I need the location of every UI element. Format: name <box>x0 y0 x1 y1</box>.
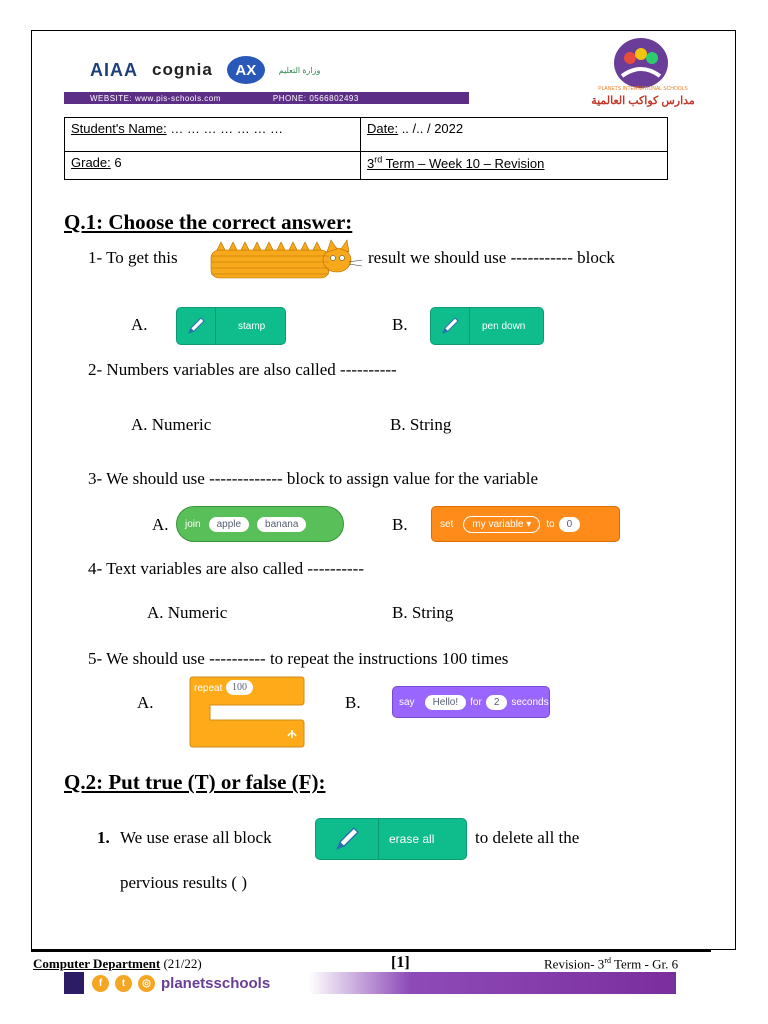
pen-icon <box>431 308 470 344</box>
join-apple-input[interactable]: apple <box>209 517 249 532</box>
stamp-block[interactable] <box>176 307 286 345</box>
footer-revision-suffix: Term - Gr. 6 <box>610 956 679 972</box>
aiaa-logo: AIAA <box>90 59 138 80</box>
q2-heading: Q.2: Put true (T) or false (F): <box>64 770 326 794</box>
website-text: WEBSITE: www.pis-schools.com <box>90 93 221 103</box>
q1-item3-option-b-label: B. <box>392 515 408 534</box>
q1-item2-option-a: A. Numeric <box>131 415 212 434</box>
say-message-input[interactable]: Hello! <box>425 695 467 710</box>
term-rest: Term – Week 10 – Revision <box>382 156 545 172</box>
set-to-label: to <box>546 518 555 530</box>
grade-label: Grade: <box>71 155 111 170</box>
student-name-label: Student's Name: <box>71 121 167 136</box>
q1-item4-option-b: B. String <box>392 603 454 622</box>
date-label: Date: <box>367 121 399 136</box>
social-bar <box>64 972 676 994</box>
stamped-cats-image <box>207 238 363 284</box>
repeat-block[interactable] <box>188 676 306 748</box>
instagram-icon[interactable]: ◎ <box>138 975 155 992</box>
q1-heading: Q.1: Choose the correct answer: <box>64 210 353 234</box>
social-bar-accent <box>64 972 84 994</box>
q1-item3-option-a-label: A. <box>152 515 169 534</box>
say-for-seconds-block[interactable] <box>392 686 550 718</box>
term-suffix: rd <box>374 155 383 165</box>
q1-item1-option-b-label: B. <box>392 315 408 334</box>
term-text <box>367 156 544 171</box>
say-for-label: for <box>470 696 482 708</box>
date-cell[interactable] <box>361 118 668 152</box>
grade-cell <box>65 152 361 180</box>
set-value-input[interactable]: 0 <box>559 517 581 532</box>
twitter-icon[interactable]: t <box>115 975 132 992</box>
pen-icon <box>316 819 379 859</box>
footer-dept-name: Computer Department <box>33 956 161 971</box>
term-cell <box>361 152 668 180</box>
contact-bar <box>64 92 469 104</box>
social-handle[interactable]: planetsschools <box>161 974 271 992</box>
footer-revision-sup: rd <box>604 956 611 965</box>
set-block-label: set <box>440 518 454 530</box>
q2-item1-prefix: We use erase all block <box>120 828 272 847</box>
pen-down-block[interactable] <box>430 307 544 345</box>
student-name-value: … … … … … … … <box>166 121 283 136</box>
say-seconds-label: seconds <box>511 696 549 708</box>
q1-item5-option-a-label: A. <box>137 693 154 712</box>
q1-item4-option-a: A. Numeric <box>147 603 228 622</box>
q2-item1-line2: pervious results ( ) <box>120 873 248 892</box>
say-seconds-input[interactable]: 2 <box>486 695 508 710</box>
q1-item1-suffix: result we should use ----------- block <box>368 248 615 267</box>
q1-item3: 3- We should use ------------- block to assign value for the variable <box>88 469 539 488</box>
q1-item1-option-a-label: A. <box>131 315 148 334</box>
grade-value: 6 <box>110 155 122 170</box>
school-logo-emblem <box>614 38 668 88</box>
q1-item2: 2- Numbers variables are also called ---------- <box>88 360 397 379</box>
erase-all-block[interactable] <box>315 818 467 860</box>
facebook-icon[interactable]: f <box>92 975 109 992</box>
q1-item5-option-b-label: B. <box>345 693 361 712</box>
q2-item1-suffix: to delete all the <box>475 828 580 847</box>
date-value: .. /.. / 2022 <box>398 121 464 136</box>
footer-year: (21/22) <box>160 956 202 971</box>
ax-logo: AX <box>227 56 265 84</box>
q1-item4: 4- Text variables are also called ---------- <box>88 559 365 578</box>
student-info-table <box>64 117 668 180</box>
school-logo <box>580 38 706 108</box>
repeat-count-input[interactable]: 100 <box>226 680 253 695</box>
phone-text: PHONE: 0566802493 <box>272 93 359 103</box>
q2-item1-number: 1. <box>97 828 110 847</box>
q1-item2-option-b: B. String <box>390 415 452 434</box>
footer-department <box>33 956 202 972</box>
student-name-cell[interactable] <box>65 118 361 152</box>
school-name-en: PLANETS INTERNATIONAL SCHOOLS <box>598 86 688 92</box>
moe-logo: وزارة التعليم <box>278 65 321 75</box>
cognia-logo: cognia <box>152 60 213 79</box>
footer-revision <box>544 956 678 972</box>
footer-page-number: [1] <box>391 954 410 971</box>
join-block[interactable] <box>176 506 344 542</box>
join-block-label: join <box>185 518 201 530</box>
pen-icon <box>177 308 216 344</box>
footer-revision-prefix: Revision- 3 <box>544 956 605 972</box>
q1-item5: 5- We should use ---------- to repeat the instructions 100 times <box>88 649 509 668</box>
join-banana-input[interactable]: banana <box>257 517 306 532</box>
stamp-block-label: stamp <box>238 320 266 332</box>
school-name-ar: مدارس كواكب العالمية <box>591 95 695 107</box>
q1-item1-prefix: 1- To get this <box>88 248 178 267</box>
repeat-block-label: repeat <box>194 683 223 694</box>
term-number: 3 <box>367 156 375 172</box>
pen-down-block-label: pen down <box>482 320 526 332</box>
variable-dropdown[interactable]: my variable ▾ <box>463 516 540 533</box>
set-variable-block[interactable] <box>431 506 620 542</box>
say-block-label: say <box>399 696 415 708</box>
footer-divider <box>31 950 711 952</box>
header-banner <box>64 42 469 104</box>
erase-all-block-label: erase all <box>389 832 435 846</box>
